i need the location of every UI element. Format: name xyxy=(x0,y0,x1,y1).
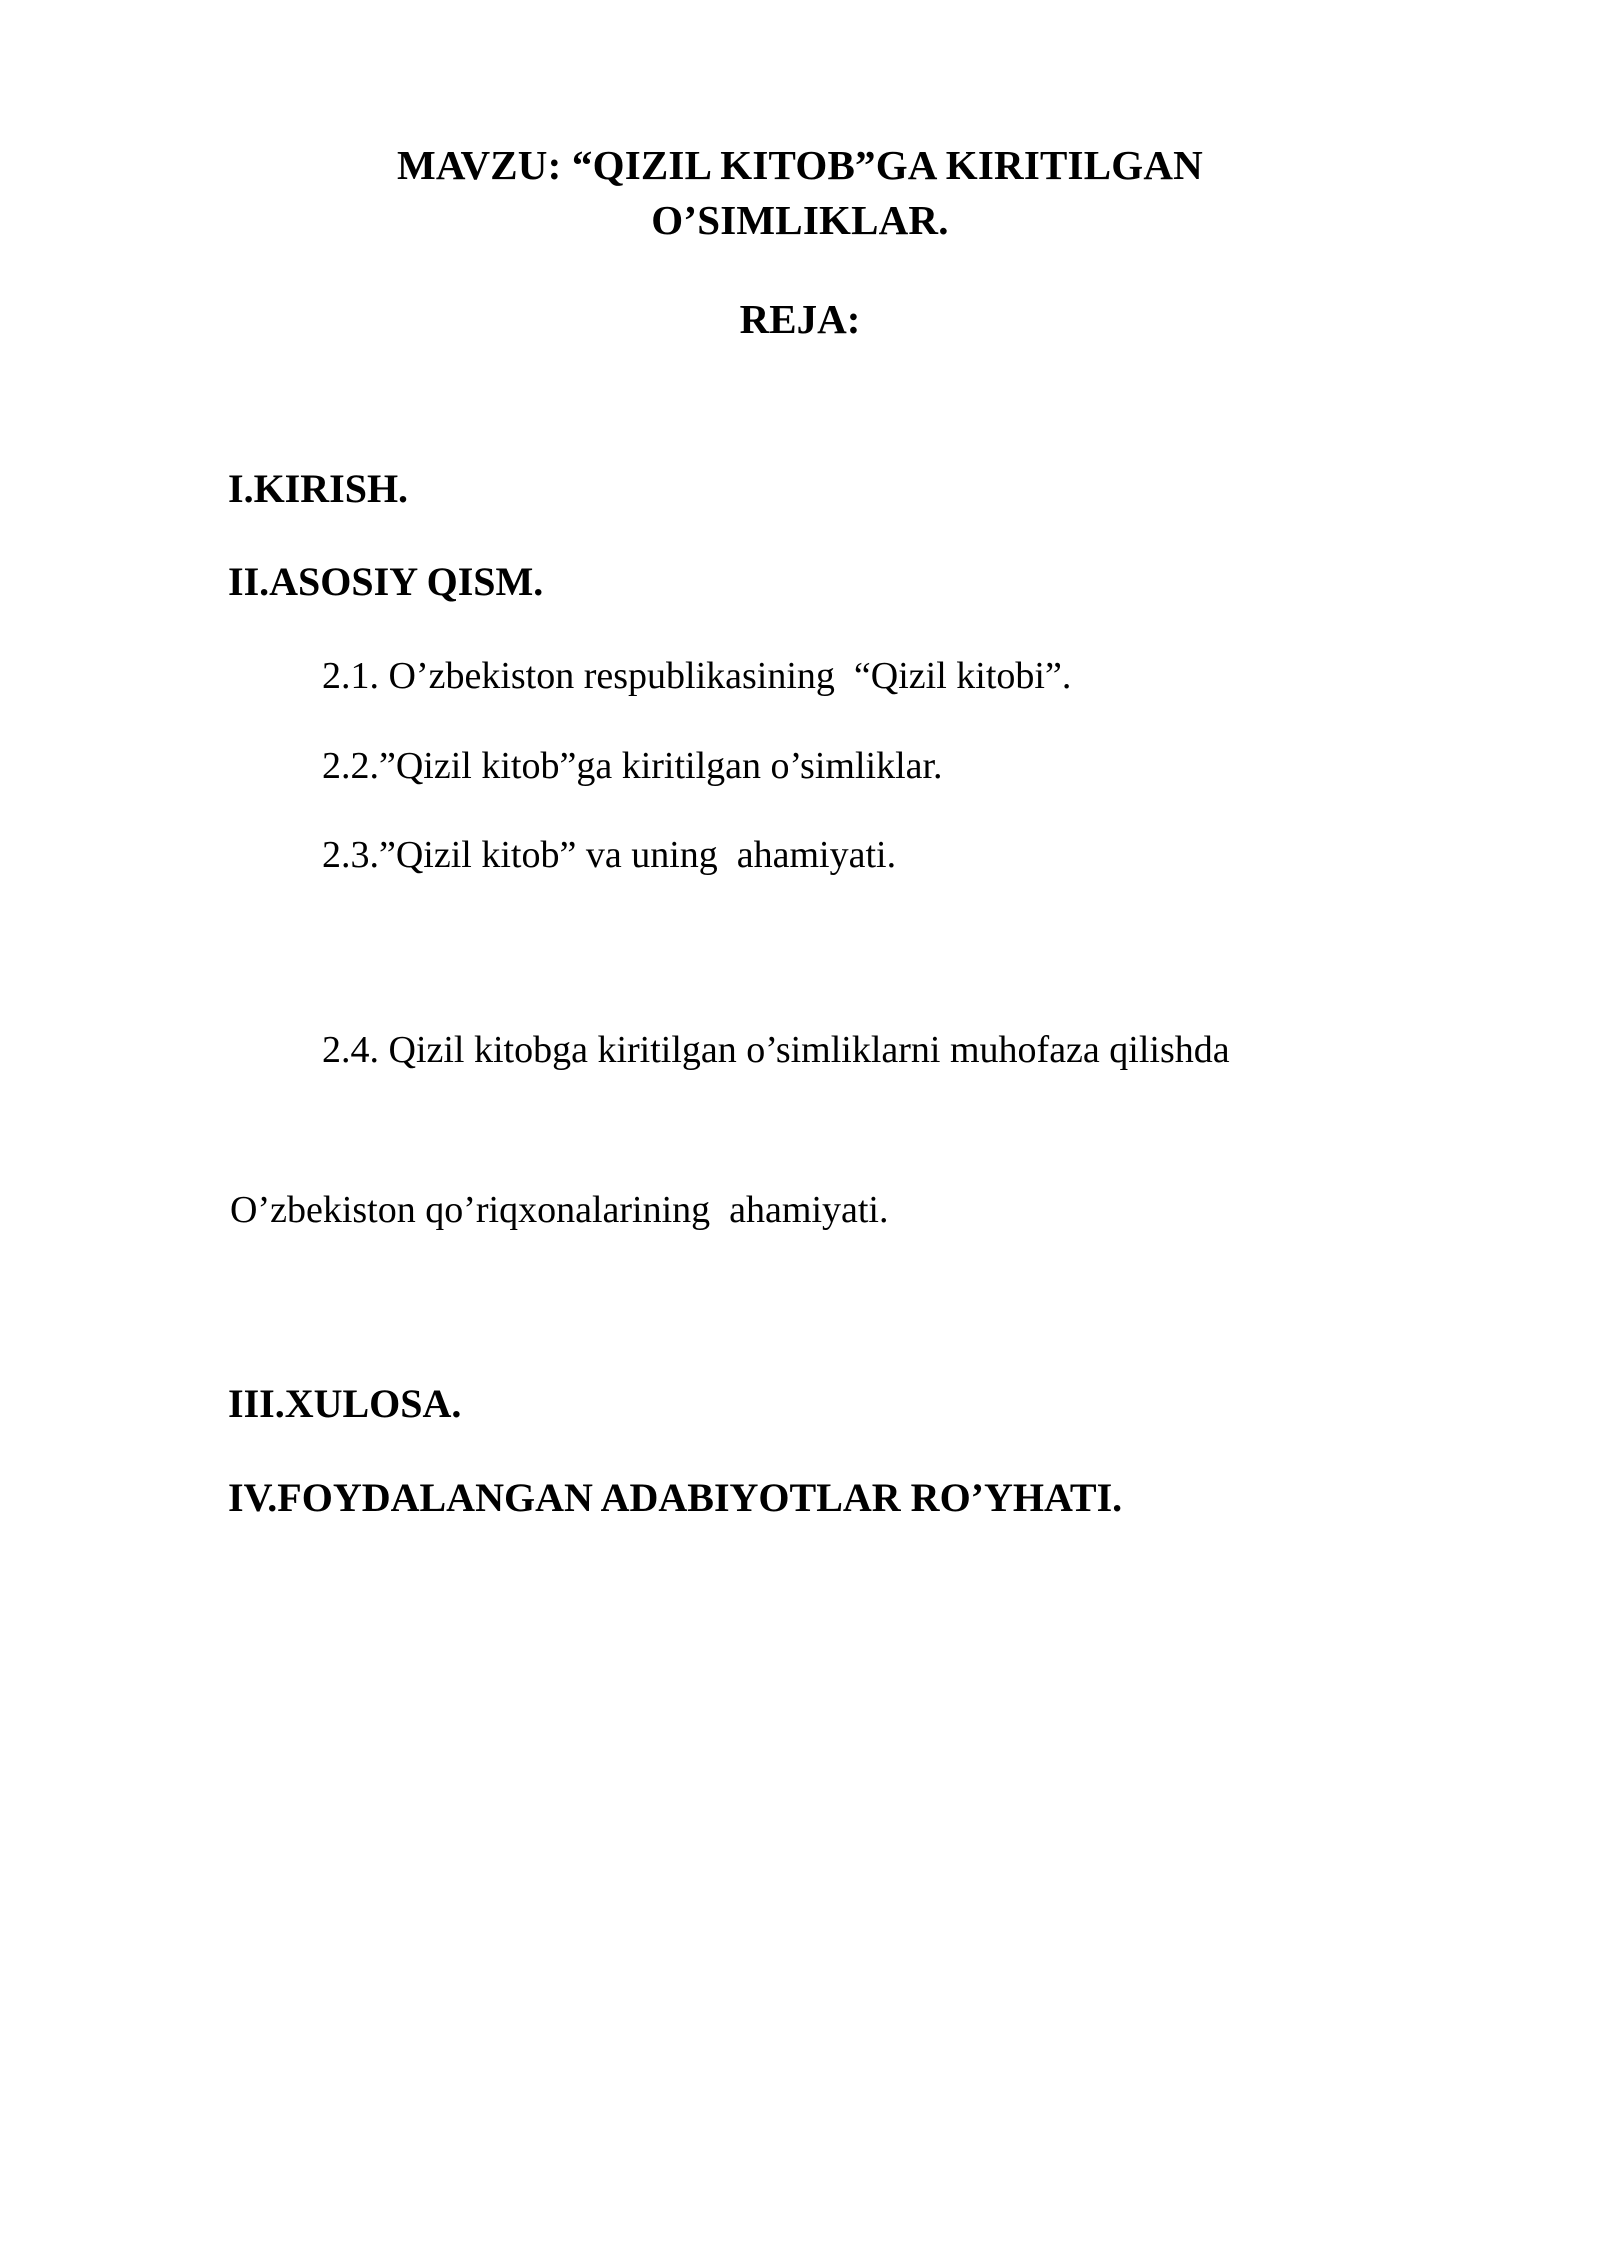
outline-subitem-2-4 xyxy=(0,918,1600,1344)
outline-heading-adabiyotlar: IV.FOYDALANGAN ADABIYOTLAR RO’YHATI. xyxy=(228,1474,1123,1520)
plan-heading: REJA: xyxy=(739,296,861,343)
outline-entry-xulosa xyxy=(0,1379,1600,1429)
outline-subitem-2-2: 2.2.”Qizil kitob”ga kiritilgan o’simliklar. xyxy=(322,744,943,787)
document-title xyxy=(0,0,1600,247)
outline-heading-asosiy-qism: II.ASOSIY QISM. xyxy=(228,558,544,604)
outline-entry-asosiy-qism xyxy=(0,557,1600,607)
outline-subitem-2-3: 2.3.”Qizil kitob” va uning ahamiyati. xyxy=(322,833,897,876)
document-title-line-2: O’SIMLIKLAR. xyxy=(651,196,949,243)
document-title-line-1: MAVZU: “QIZIL KITOB”GA KIRITILGAN xyxy=(397,142,1203,188)
outline-subitem-2-4-line-2: O’zbekiston qo’riqxonalarining ahamiyati. xyxy=(230,1188,889,1231)
outline-subitem-2-1: 2.1. O’zbekiston respublikasining “Qizil kitobi”. xyxy=(322,655,1072,698)
outline-entry-2-3 xyxy=(0,829,1600,882)
outline-entry-2-2 xyxy=(0,740,1600,793)
outline-entry-2-4 xyxy=(0,918,1600,1344)
outline-subitem-2-4-line-1: 2.4. Qizil kitobga kiritilgan o’simliklarni muhofaza qilishda xyxy=(322,1029,1230,1072)
outline-heading-xulosa: III.XULOSA. xyxy=(228,1381,462,1427)
outline-entry-kirish xyxy=(0,464,1600,514)
outline-entry-2-1 xyxy=(0,650,1600,703)
outline-heading-kirish: I.KIRISH. xyxy=(228,465,409,511)
outline-list xyxy=(0,347,1600,1524)
outline-entry-adabiyotlar xyxy=(0,1473,1600,1523)
